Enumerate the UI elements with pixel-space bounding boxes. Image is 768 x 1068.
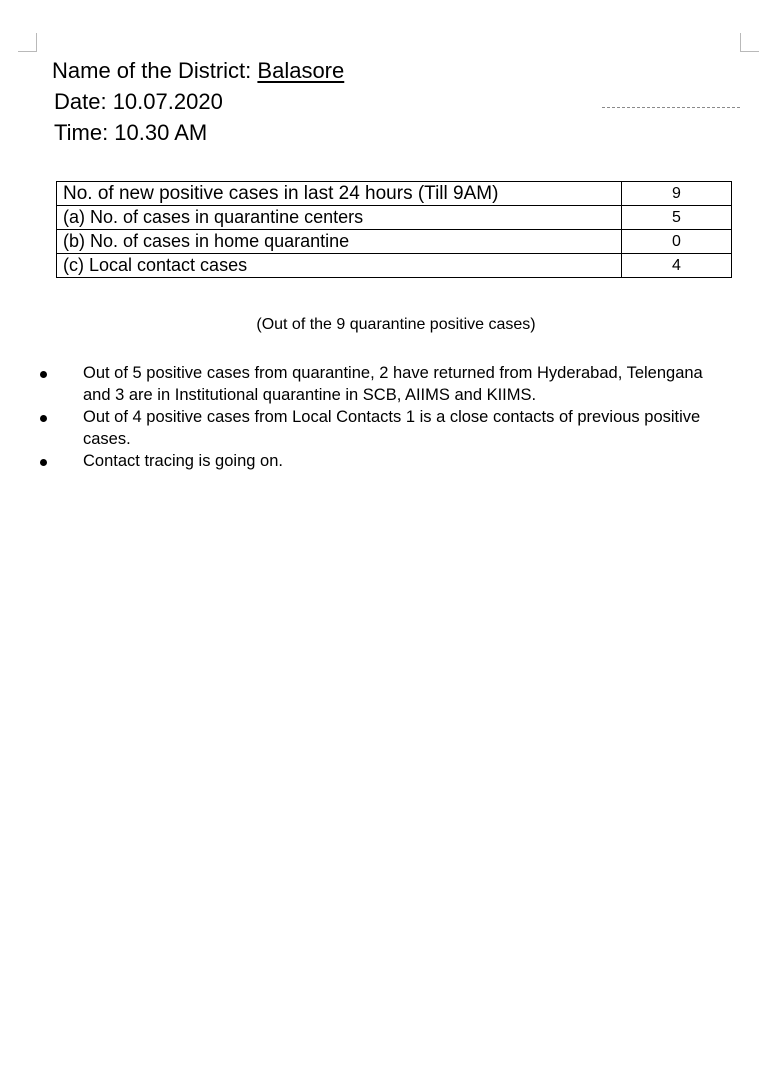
table-row	[57, 182, 732, 206]
cases-table	[56, 181, 732, 278]
bullet-dot-icon	[40, 371, 47, 378]
row-value-local-contact: 4	[622, 254, 732, 278]
district-line	[52, 55, 344, 86]
row-label-quarantine-centers: (a) No. of cases in quarantine centers	[57, 206, 622, 230]
page-corner-mark-top-right	[740, 33, 759, 52]
time-line: Time: 10.30 AM	[54, 120, 208, 145]
district-label: Name of the District:	[52, 58, 252, 83]
row-value-total: 9	[622, 182, 732, 206]
list-item	[0, 450, 723, 472]
bullet-text: Contact tracing is going on.	[83, 452, 283, 470]
table-row	[57, 254, 732, 278]
table-row	[57, 230, 732, 254]
row-label-local-contact: (c) Local contact cases	[57, 254, 622, 278]
list-item	[0, 406, 723, 450]
page-corner-mark-top-left	[18, 33, 37, 52]
table-row	[57, 206, 732, 230]
dotted-separator	[602, 107, 740, 108]
row-label-home-quarantine: (b) No. of cases in home quarantine	[57, 230, 622, 254]
row-label-total: No. of new positive cases in last 24 hours (Till 9AM)	[57, 182, 622, 206]
quarantine-note: (Out of the 9 quarantine positive cases)	[256, 316, 536, 333]
bullet-text: Out of 5 positive cases from quarantine, 2 have returned from Hyderabad, Telengana and 3 are in Institutional quarantine in SCB, AIIMS and KIIMS.	[83, 364, 703, 404]
district-value: Balasore	[257, 58, 345, 83]
bullet-list	[0, 362, 768, 472]
row-value-quarantine-centers: 5	[622, 206, 732, 230]
date-line: Date: 10.07.2020	[54, 89, 223, 114]
list-item	[0, 362, 723, 406]
bullet-text: Out of 4 positive cases from Local Contacts 1 is a close contacts of previous positive cases.	[83, 408, 701, 448]
report-header	[52, 55, 344, 148]
bullet-dot-icon	[40, 459, 47, 466]
row-value-home-quarantine: 0	[622, 230, 732, 254]
bullet-dot-icon	[40, 415, 47, 422]
